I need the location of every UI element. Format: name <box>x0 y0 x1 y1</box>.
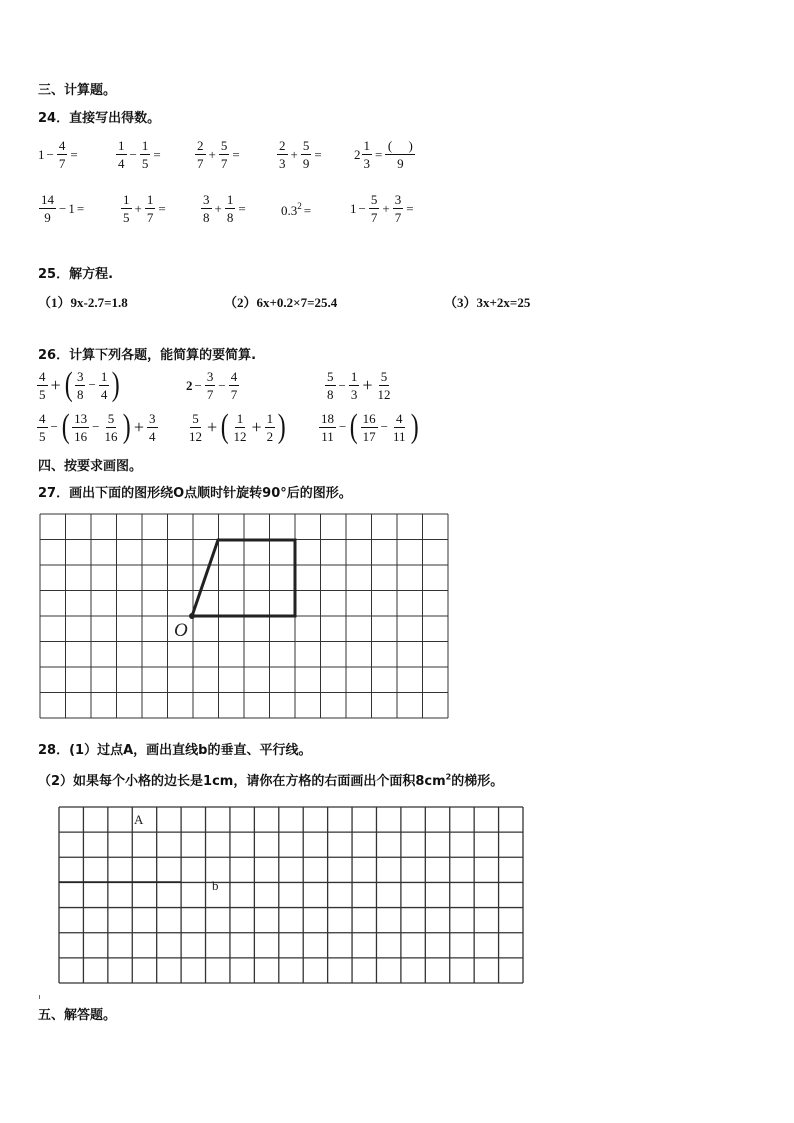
q26-p5: $\frac{5}{12}$ + ( $\frac{1}{12}$ + $\frac{1}{2}$ ) <box>189 408 286 445</box>
q24-title: 24．直接写出得数。 <box>38 111 161 126</box>
q24-r2-e3: $\frac{3}{8}$ + $\frac{1}{8}$ = <box>203 192 246 225</box>
q28-label-b: b <box>212 878 219 893</box>
q27-title: 27．画出下面的图形绕O点顺时针旋转90°后的图形。 <box>38 486 352 501</box>
q24-r2-e1: $\frac{14}{9}$ − 1 = <box>41 192 85 225</box>
q24-r1-e3: $\frac{2}{7}$ + $\frac{5}{7}$ = <box>197 138 240 171</box>
q24-r1-e4: $\frac{2}{3}$ + $\frac{5}{9}$ = <box>279 138 322 171</box>
q26-p2: 2 − $\frac{3}{7}$ − $\frac{4}{7}$ <box>186 369 238 402</box>
section-5-heading: 五、解答题。 <box>38 1008 117 1023</box>
q25-title: 25．解方程. <box>38 267 114 282</box>
q24-r1-e2: $\frac{1}{4}$ − $\frac{1}{5}$ = <box>118 138 161 171</box>
q26-p1: $\frac{4}{5}$ + ( $\frac{3}{8}$ − $\frac{1}{4}$ ) <box>39 366 120 403</box>
q24-r1-e5: 2 $\frac{1}{3}$ = $\frac{( )}{9}$ <box>354 139 416 170</box>
q28-title-1: 28．(1）过点A，画出直线b的垂直、平行线。 <box>38 743 312 758</box>
q25-eq1: （1）9x-2.7=1.8 <box>38 295 128 310</box>
q26-p3: $\frac{5}{8}$ − $\frac{1}{3}$ + $\frac{5}{12}$ <box>327 369 391 402</box>
q24-r2-e4: 0.3 $^2$ = <box>281 201 312 218</box>
q25-eq3: （3）3x+2x=25 <box>444 295 531 310</box>
q27-grid-figure[interactable] <box>38 512 450 722</box>
q28-label-a: A <box>134 812 144 827</box>
q25-eq2: （2）6x+0.2×7=25.4 <box>224 295 338 310</box>
q27-point-o <box>189 613 195 619</box>
q28-grid-figure[interactable] <box>56 804 526 986</box>
q26-p4: $\frac{4}{5}$ − ( $\frac{13}{16}$ − $\frac{5}{16}$ ) + $\frac{3}{4}$ <box>39 408 156 445</box>
page-mark <box>39 995 40 999</box>
section-3-heading: 三、计算题。 <box>38 83 117 98</box>
q24-r1-e1: 1 − $\frac{4}{7}$ = <box>38 138 78 171</box>
q26-title: 26．计算下列各题，能简算的要简算. <box>38 348 257 363</box>
q28-grid <box>59 807 523 983</box>
q24-r2-e5: 1 − $\frac{5}{7}$ + $\frac{3}{7}$ = <box>350 192 414 225</box>
q28-title-2: （2）如果每个小格的边长是1cm，请你在方格的右面画出个面积$8cm^2$的梯形。 <box>38 772 504 789</box>
q26-p6: $\frac{18}{11}$ − ( $\frac{16}{17}$ − $\frac{4}{11}$ ) <box>321 408 419 445</box>
section-4-heading: 四、按要求画图。 <box>38 459 143 474</box>
q24-r2-e2: $\frac{1}{5}$ + $\frac{1}{7}$ = <box>123 192 166 225</box>
q27-point-o-label: O <box>174 620 188 641</box>
